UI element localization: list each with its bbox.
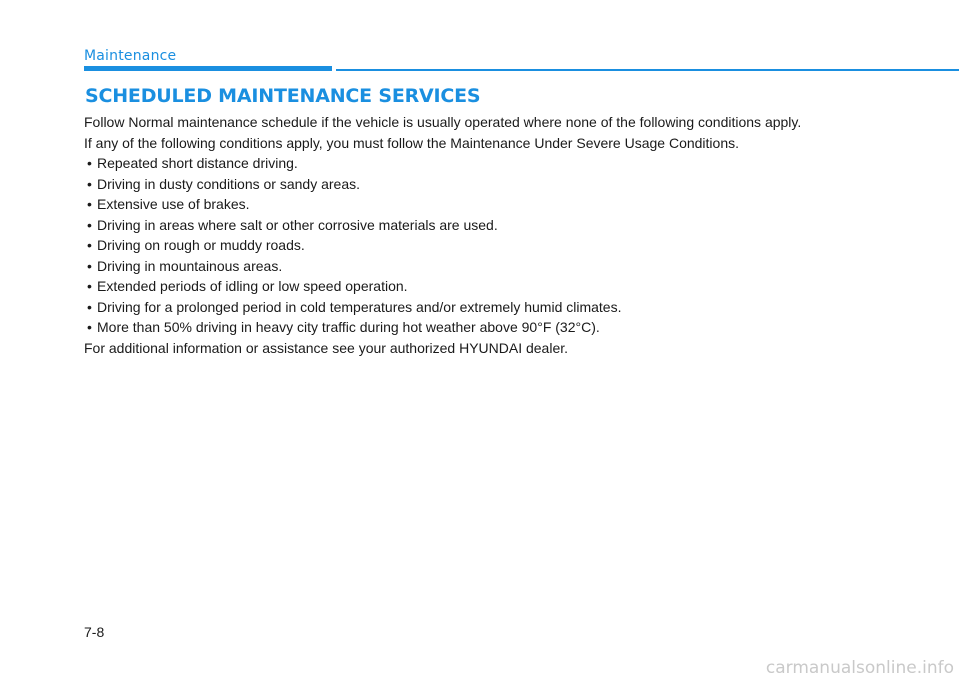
watermark: carmanualsonline.info (765, 658, 954, 678)
list-item-text: Driving in dusty conditions or sandy areas. (97, 175, 361, 192)
bullet-icon: • (87, 298, 92, 315)
header-rule-thick (84, 66, 332, 71)
list-item-text: Driving for a prolonged period in cold temperatures and/or extremely humid climates. (97, 298, 622, 315)
closing-paragraph: For additional information or assistance see your authorized HYUNDAI dealer. (84, 339, 569, 356)
list-item (84, 317, 944, 338)
list-item (84, 276, 944, 297)
list-item (84, 256, 944, 277)
conditions-list (84, 153, 944, 338)
bullet-icon: • (87, 196, 92, 212)
bullet-icon: • (87, 278, 92, 294)
bullet-icon: • (87, 216, 92, 233)
list-item-text: More than 50% driving in heavy city traffic during hot weather above 90°F (32°C). (97, 319, 600, 335)
header-rule-thin (336, 69, 959, 71)
intro-paragraph-2: If any of the following conditions apply, you must follow the Maintenance Under Severe Usage Conditions. (84, 134, 739, 151)
page-number: 7-8 (84, 624, 105, 640)
list-item (84, 297, 944, 318)
list-item (84, 194, 944, 215)
list-item (84, 174, 944, 195)
bullet-icon: • (87, 257, 92, 274)
list-item (84, 235, 944, 256)
list-item (84, 153, 944, 174)
section-label: Maintenance (84, 48, 177, 64)
bullet-icon: • (87, 319, 92, 335)
body-text (84, 112, 944, 358)
page-heading: SCHEDULED MAINTENANCE SERVICES (85, 85, 481, 107)
list-item-text: Driving in areas where salt or other corrosive materials are used. (97, 216, 498, 233)
intro-paragraph-1: Follow Normal maintenance schedule if the vehicle is usually operated where none of the following conditions apply. (84, 114, 802, 130)
list-item-text: Driving in mountainous areas. (97, 257, 283, 274)
list-item-text: Driving on rough or muddy roads. (97, 237, 305, 253)
bullet-icon: • (87, 155, 92, 171)
list-item-text: Extended periods of idling or low speed operation. (97, 278, 408, 294)
list-item (84, 215, 944, 236)
list-item-text: Extensive use of brakes. (97, 196, 250, 212)
list-item-text: Repeated short distance driving. (97, 155, 298, 171)
bullet-icon: • (87, 237, 92, 253)
bullet-icon: • (87, 175, 92, 192)
